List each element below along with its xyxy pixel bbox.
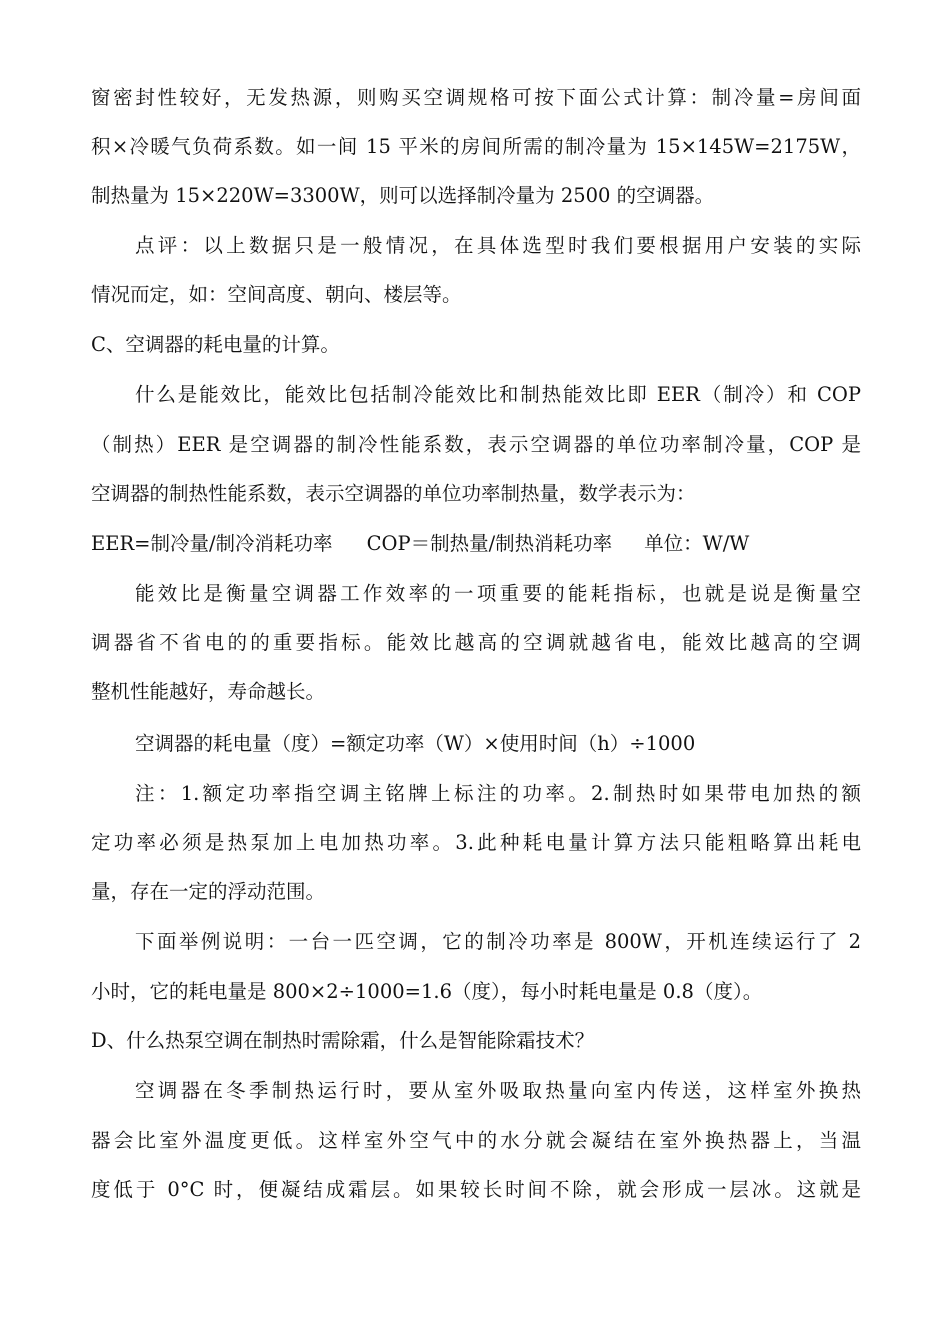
text-line: 积×冷暖气负荷系数。如一间 15 平米的房间所需的制冷量为 15×145W=2175W，: [91, 135, 861, 158]
text-line: 空调器在冬季制热运行时，要从室外吸取热量向室内传送，这样室外换热: [135, 1079, 861, 1102]
section-heading-c: C、空调器的耗电量的计算。: [91, 333, 340, 356]
text-line: 空调器的制热性能系数，表示空调器的单位功率制热量，数学表示为：: [91, 482, 696, 505]
unit-label: 单位：W/W: [644, 532, 750, 555]
text-line: 什么是能效比，能效比包括制冷能效比和制热能效比即 EER（制冷）和 COP: [135, 383, 861, 406]
text-line: 调器省不省电的的重要指标。能效比越高的空调就越省电，能效比越高的空调: [91, 631, 861, 654]
text-line: 度低于 0°C 时，便凝结成霜层。如果较长时间不除，就会形成一层冰。这就是: [91, 1178, 861, 1201]
text-line: 点评：以上数据只是一般情况，在具体选型时我们要根据用户安装的实际: [135, 234, 861, 257]
section-heading-d: D、什么热泵空调在制热时需除霜，什么是智能除霜技术？: [91, 1029, 595, 1052]
eer-formula: EER=制冷量/制冷消耗功率: [91, 532, 333, 555]
text-line: 整机性能越好，寿命越长。: [91, 680, 326, 703]
power-consumption-formula: 空调器的耗电量（度）=额定功率（W）×使用时间（h）÷1000: [135, 732, 696, 755]
text-line: 能效比是衡量空调器工作效率的一项重要的能耗指标，也就是说是衡量空: [135, 582, 861, 605]
text-line: 下面举例说明：一台一匹空调，它的制冷功率是 800W，开机连续运行了 2: [135, 930, 861, 953]
text-line: 器会比室外温度更低。这样室外空气中的水分就会凝结在室外换热器上，当温: [91, 1129, 861, 1152]
cop-formula: COP＝制热量/制热消耗功率: [366, 532, 613, 555]
text-line: 小时，它的耗电量是 800×2÷1000=1.6（度），每小时耗电量是 0.8（度）。: [91, 980, 763, 1003]
text-line: 注：1.额定功率指空调主铭牌上标注的功率。2.制热时如果带电加热的额: [135, 782, 861, 805]
text-line: 情况而定，如：空间高度、朝向、楼层等。: [91, 283, 462, 306]
text-line: 定功率必须是热泵加上电加热功率。3.此种耗电量计算方法只能粗略算出耗电: [91, 831, 861, 854]
text-line: 量，存在一定的浮动范围。: [91, 880, 326, 903]
text-line: （制热）EER 是空调器的制冷性能系数，表示空调器的单位功率制冷量，COP 是: [91, 433, 861, 456]
formula-line: [91, 524, 861, 564]
text-line: 制热量为 15×220W=3300W，则可以选择制冷量为 2500 的空调器。: [91, 184, 715, 207]
text-line: 窗密封性较好，无发热源，则购买空调规格可按下面公式计算：制冷量=房间面: [91, 86, 861, 109]
